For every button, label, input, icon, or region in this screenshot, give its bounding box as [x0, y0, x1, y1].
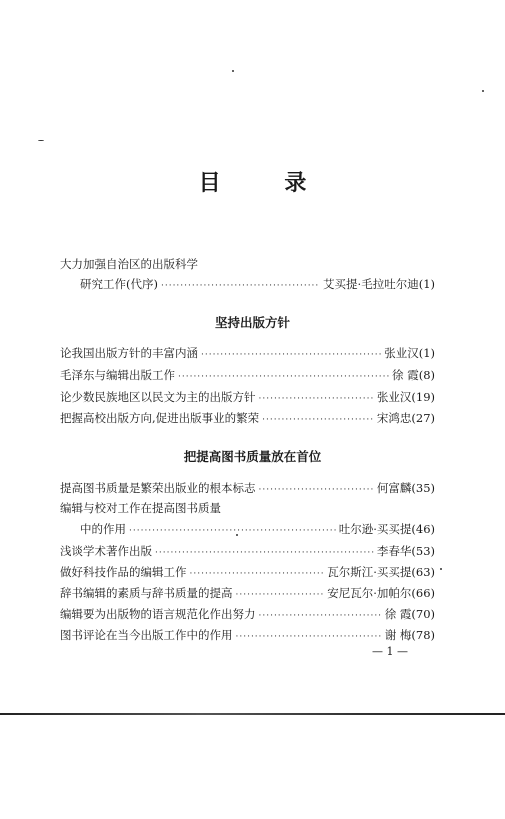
leader-dots: [178, 369, 389, 385]
entry-author: 张业汉(19): [376, 390, 435, 404]
entry-author: 安尼瓦尔·加帕尔(66): [327, 586, 435, 600]
toc-entry-title-part: 编辑与校对工作在提高图书质量: [60, 501, 221, 515]
entry-title: 把握高校出版方向,促进出版事业的繁荣: [60, 411, 260, 425]
leader-dots: [190, 566, 325, 582]
scan-speck: [482, 90, 484, 92]
entry-author: 瓦尔斯江·买买提(63): [327, 565, 435, 579]
intro-line-2: [80, 276, 435, 294]
toc-entry: [60, 543, 435, 561]
toc-entry: [60, 585, 435, 603]
entry-author: 徐 霞(70): [384, 607, 435, 621]
leader-dots: [262, 412, 374, 428]
leader-dots: [236, 587, 325, 603]
entry-title: 编辑要为出版物的语言规范化作出努力: [60, 607, 256, 621]
entry-author: 张业汉(1): [384, 346, 435, 360]
entry-author: 徐 霞(8): [392, 368, 435, 382]
entry-title: 论我国出版方针的丰富内涵: [60, 346, 198, 360]
toc-entry: [60, 606, 435, 624]
toc-entry: [60, 627, 435, 645]
entry-author: 李春华(53): [376, 544, 435, 558]
page-title: 目 录: [198, 170, 335, 196]
entry-author: 何富麟(35): [376, 481, 435, 495]
entry-title: 毛泽东与编辑出版工作: [60, 368, 175, 382]
toc-entry: [60, 564, 435, 582]
toc-entry: [60, 367, 435, 385]
entry-author: 艾买提·毛拉吐尔迪(1): [323, 277, 435, 291]
entry-title: 研究工作(代序): [80, 277, 158, 291]
leader-dots: [259, 482, 374, 498]
entry-author: 宋鸿忠(27): [376, 411, 435, 425]
page-number: — 1 —: [372, 645, 408, 658]
entry-title: 提高图书质量是繁荣出版业的根本标志: [60, 481, 256, 495]
toc-entry: [60, 345, 435, 363]
leader-dots: [259, 391, 374, 407]
entry-title: 浅谈学术著作出版: [60, 544, 152, 558]
leader-dots: [129, 523, 336, 539]
scan-speck: [38, 140, 44, 141]
intro-line-1: 大力加强自治区的出版科学: [60, 257, 198, 271]
entry-title: 图书评论在当今出版工作中的作用: [60, 628, 233, 642]
leader-dots: [259, 608, 382, 624]
toc-entry: [60, 480, 435, 498]
leader-dots: [161, 278, 320, 294]
leader-dots: [201, 347, 381, 363]
section-heading-1: 坚持出版方针: [214, 315, 290, 330]
scan-speck: [232, 70, 234, 72]
scan-speck: [236, 534, 238, 536]
entry-title: 做好科技作品的编辑工作: [60, 565, 187, 579]
toc-entry: [80, 521, 435, 539]
entry-author: 吐尔逊·买买提(46): [338, 522, 435, 536]
toc-entry: [60, 410, 435, 428]
leader-dots: [155, 545, 374, 561]
entry-author: 谢 梅(78): [384, 628, 435, 642]
entry-title: 论少数民族地区以民文为主的出版方针: [60, 390, 256, 404]
leader-dots: [236, 629, 382, 645]
toc-entry: [60, 389, 435, 407]
bottom-rule: [0, 713, 505, 715]
entry-title: 辞书编辑的素质与辞书质量的提高: [60, 586, 233, 600]
scan-speck: [440, 568, 442, 570]
section-heading-2: 把提高图书质量放在首位: [183, 449, 322, 464]
entry-title: 中的作用: [80, 522, 126, 536]
